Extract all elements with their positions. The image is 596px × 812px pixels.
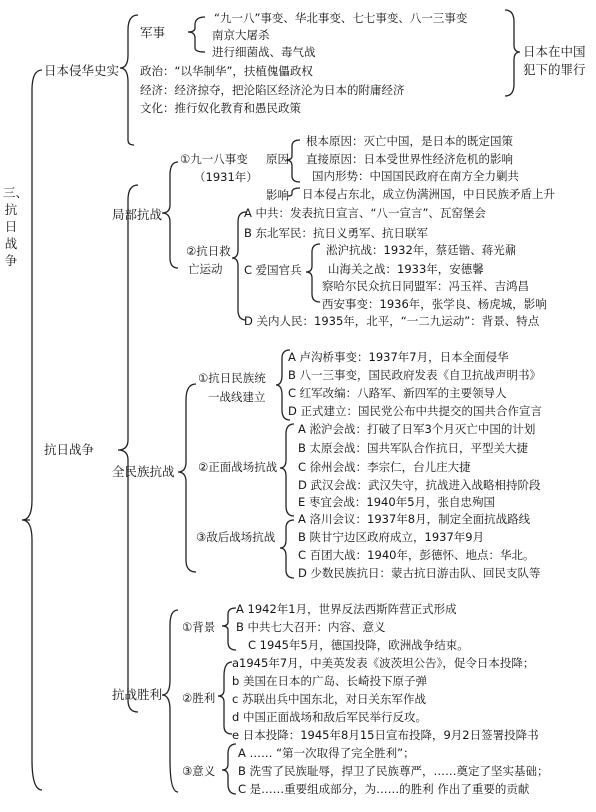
rear-item: D 少数民族抗日：蒙古抗日游击队、回民支队等 xyxy=(298,566,541,580)
direct-cause-text: 直接原因：日本受世界性经济危机的影响 xyxy=(306,152,513,166)
military-item: “九一八”事变、华北事变、七七事变、八一三事变 xyxy=(214,11,468,25)
united-front-item: D 正式建立：国民党公布中共提交的国共合作宣言 xyxy=(288,404,543,418)
salvation-a: A 中共：发表抗日宣言、“八一宣言”、瓦窑堡会 xyxy=(244,206,486,220)
sep18-title: ①九一八事变 xyxy=(180,152,248,166)
patriot-item: 淞沪抗战：1932年，蔡廷锴、蒋光鼐 xyxy=(326,243,517,257)
root-title: 三、抗日战争 xyxy=(3,185,29,268)
front-item: A 淞沪会战：打破了日军3个月灭亡中国的计划 xyxy=(298,422,536,436)
win-item: c 苏联出兵中国东北，对日关东军作战 xyxy=(232,692,426,706)
rear-item: A 洛川会议：1937年8月，制定全面抗战路线 xyxy=(298,512,531,526)
part1-title: 日本侵华史实 xyxy=(44,63,120,78)
victory-title: 抗战胜利 xyxy=(112,687,163,702)
conclusion-line: 犯下的罪行 xyxy=(523,62,586,77)
salvation-title: 亡运动 xyxy=(188,262,223,276)
military-item: 进行细菌战、毒气战 xyxy=(212,45,316,59)
cause-label: 原因 xyxy=(266,152,289,166)
front-item: C 徐州会战：李宗仁，台儿庄大捷 xyxy=(298,460,471,474)
conclusion-line: 日本在中国 xyxy=(523,44,586,59)
united-front-item: A 卢沟桥事变：1937年7月，日本全面侵华 xyxy=(288,350,509,364)
local-title: 局部抗战 xyxy=(112,207,163,222)
part2-title: 抗日战争 xyxy=(44,442,95,457)
win-item: d 中国正面战场和敌后军民举行反攻。 xyxy=(232,710,427,724)
sep18-year: （1931年） xyxy=(194,170,258,184)
salvation-d: D 关内人民：1935年，北平，“一二九运动”：背景、特点 xyxy=(244,314,540,328)
meaning-title: ③意义 xyxy=(182,764,216,778)
meaning-item: B 洗雪了民族耻辱，捍卫了民族尊严，……奠定了坚实基础； xyxy=(238,764,549,778)
background-item: C 1945年5月，德国投降，欧洲战争结束。 xyxy=(248,638,469,652)
meaning-bracket xyxy=(222,744,236,794)
front-item: B 太原会战：国共军队合作抗日，平型关大捷 xyxy=(298,441,529,455)
meaning-item: C 是……重要组成部分，为……的胜利 作出了重要的贡献 xyxy=(238,782,530,796)
full-bracket xyxy=(178,384,196,572)
part2-bracket xyxy=(118,185,138,712)
battle-bracket xyxy=(280,424,294,516)
rear-title: ③敌后战场抗战 xyxy=(196,530,276,544)
rear-item: C 百团大战：1940年，彭德怀、地点：华北。 xyxy=(298,548,535,562)
win-title: ②胜利 xyxy=(182,691,216,705)
impact-label: 影响 xyxy=(266,188,289,202)
united-front-item: B 八一三事变，国民政府发表《自卫抗战声明书》 xyxy=(288,368,542,382)
salvation-c-label: C 爱国官兵 xyxy=(244,263,302,277)
salvation-title: ②抗日救 xyxy=(186,244,231,258)
military-item: 南京大屠杀 xyxy=(212,28,270,42)
united-front-title: 一战线建立 xyxy=(208,390,266,404)
military-label: 军事 xyxy=(140,25,166,40)
rear-bracket xyxy=(280,520,294,578)
impact-text: 日本侵占东北，成立伪满洲国，中日民族矛盾上升 xyxy=(302,187,555,201)
root-bracket xyxy=(22,70,42,790)
local-bracket xyxy=(162,162,178,268)
full-title: 全民族抗战 xyxy=(112,464,175,479)
united-front-title: ①抗日民族统 xyxy=(198,371,266,385)
background-item: a1945年7月，中美英发表《波茨坦公告》，促令日本投降； xyxy=(232,656,535,670)
meaning-item: A …… “第一次取得了完全胜利”； xyxy=(238,746,415,760)
culture-text: 文化：推行奴化教育和愚民政策 xyxy=(140,101,301,115)
background-bracket xyxy=(222,608,236,650)
economy-text: 经济：经济掠夺，把沦陷区经济沦为日本的附庸经济 xyxy=(140,83,405,97)
root-cause-text: 根本原因：灭亡中国，是日本的既定国策 xyxy=(306,134,513,148)
background-item: B 中共七大召开：内容、意义 xyxy=(236,620,386,634)
win-item: e 日本投降：1945年8月15日宣布投降，9月2日签署投降书 xyxy=(232,728,539,742)
background-item: A 1942年1月，世界反法西斯阵营正式形成 xyxy=(236,602,457,616)
victory-bracket xyxy=(162,610,178,792)
part1-bracket xyxy=(120,15,138,145)
conclusion-bracket xyxy=(505,10,520,96)
patriot-item: 察哈尔民众抗日同盟军：冯玉祥、吉鸿昌 xyxy=(322,279,529,293)
win-item: b 美国在日本的广岛、长崎投下原子弹 xyxy=(232,674,427,688)
military-bracket xyxy=(188,17,205,52)
patriot-item: 山海关之战：1933年，安德馨 xyxy=(328,262,484,276)
front-item: E 枣宜会战：1940年5月，张自忠殉国 xyxy=(298,495,496,509)
salvation-b: B 东北军民：抗日义勇军、抗日联军 xyxy=(244,226,429,240)
front-title: ②正面战场抗战 xyxy=(198,460,278,474)
united-front-item: C 红军改编：八路军、新四军的主要领导人 xyxy=(288,386,507,400)
politics-text: 政治：“以华制华”，扶植傀儡政权 xyxy=(140,64,313,78)
sep18-impact-bracket xyxy=(288,188,300,196)
domestic-text: 国内形势：中国国民政府在南方全力剿共 xyxy=(312,169,519,183)
patriot-item: 西安事变：1936年，张学良、杨虎城，影响 xyxy=(322,297,547,311)
patriot-bracket xyxy=(306,244,320,302)
rear-item: B 陕甘宁边区政府成立，1937年9月 xyxy=(298,530,485,544)
front-item: D 武汉会战：武汉失守，抗战进入战略相持阶段 xyxy=(298,478,541,492)
background-title: ①背景 xyxy=(182,620,216,634)
win-bracket xyxy=(218,662,232,734)
